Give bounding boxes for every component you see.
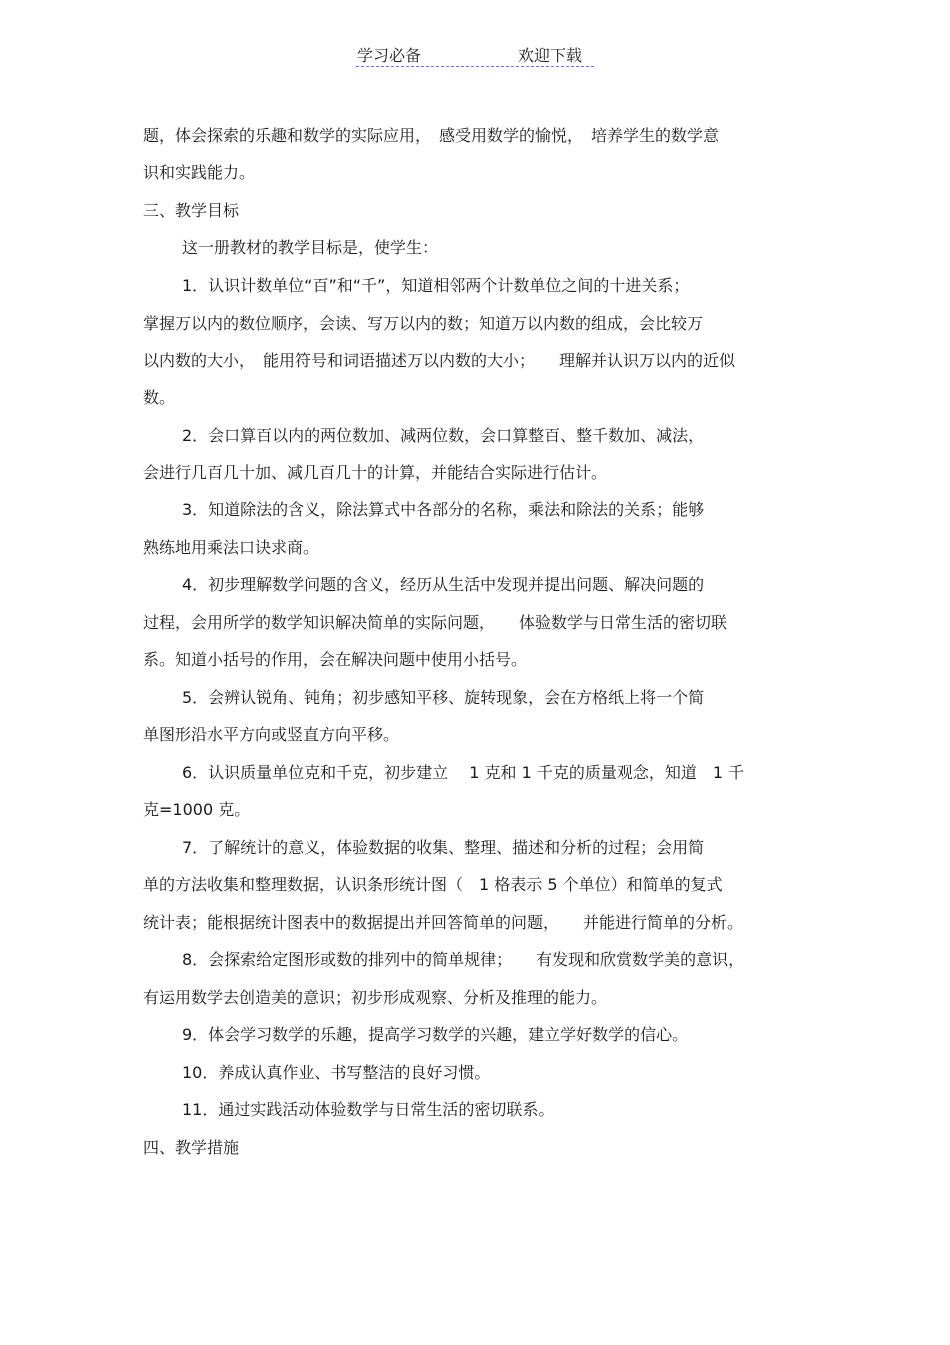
body-line: 识和实践能力。	[143, 163, 256, 182]
list-item: 7．了解统计的意义，体验数据的收集、整理、描述和分析的过程；会用简	[182, 838, 705, 857]
section-heading: 四、教学措施	[143, 1138, 240, 1157]
body-line: 数。	[143, 388, 176, 407]
page-header	[356, 42, 594, 67]
body-line: 过程，会用所学的数学知识解决简单的实际问题， 体验数学与日常生活的密切联	[143, 613, 728, 632]
list-item: 11．通过实践活动体验数学与日常生活的密切联系。	[182, 1100, 555, 1119]
section-heading: 三、教学目标	[143, 201, 240, 220]
body-line: 这一册教材的教学目标是，使学生：	[182, 238, 439, 257]
list-item: 8．会探索给定图形或数的排列中的简单规律； 有发现和欣赏数学美的意识，	[182, 950, 745, 969]
body-line: 熟练地用乘法口诀求商。	[143, 538, 320, 557]
list-item: 10．养成认真作业、书写整洁的良好习惯。	[182, 1063, 491, 1082]
body-line: 克=1000 克。	[143, 800, 251, 819]
header-right-text: 欢迎下载	[518, 46, 583, 65]
list-item: 9．体会学习数学的乐趣，提高学习数学的兴趣，建立学好数学的信心。	[182, 1025, 689, 1044]
body-line: 单图形沿水平方向或竖直方向平移。	[143, 725, 400, 744]
list-item: 2．会口算百以内的两位数加、减两位数，会口算整百、整千数加、减法，	[182, 426, 705, 445]
body-line: 以内数的大小， 能用符号和词语描述万以内数的大小； 理解并认识万以内的近似	[143, 351, 736, 370]
list-item: 5．会辨认锐角、钝角；初步感知平移、旋转现象，会在方格纸上将一个简	[182, 688, 705, 707]
body-line: 会进行几百几十加、减几百几十的计算，并能结合实际进行估计。	[143, 463, 608, 482]
list-item: 1．认识计数单位“百”和“千”，知道相邻两个计数单位之间的十进关系；	[182, 276, 690, 295]
body-line: 题，体会探索的乐趣和数学的实际应用， 感受用数学的愉悦， 培养学生的数学意	[143, 126, 720, 145]
list-item: 3．知道除法的含义，除法算式中各部分的名称，乘法和除法的关系；能够	[182, 500, 705, 519]
list-item: 4．初步理解数学问题的含义，经历从生活中发现并提出问题、解决问题的	[182, 575, 705, 594]
body-line: 系。知道小括号的作用，会在解决问题中使用小括号。	[143, 650, 528, 669]
header-left-text: 学习必备	[357, 46, 422, 65]
body-line: 掌握万以内的数位顺序，会读、写万以内的数；知道万以内数的组成，会比较万	[143, 314, 704, 333]
body-line: 单的方法收集和整理数据，认识条形统计图（ 1 格表示 5 个单位）和简单的复式	[143, 875, 723, 894]
body-line: 统计表；能根据统计图表中的数据提出并回答简单的问题， 并能进行简单的分析。	[143, 913, 744, 932]
list-item: 6．认识质量单位克和千克，初步建立 1 克和 1 千克的质量观念，知道 1 千	[182, 763, 745, 782]
body-line: 有运用数学去创造美的意识；初步形成观察、分析及推理的能力。	[143, 988, 608, 1007]
